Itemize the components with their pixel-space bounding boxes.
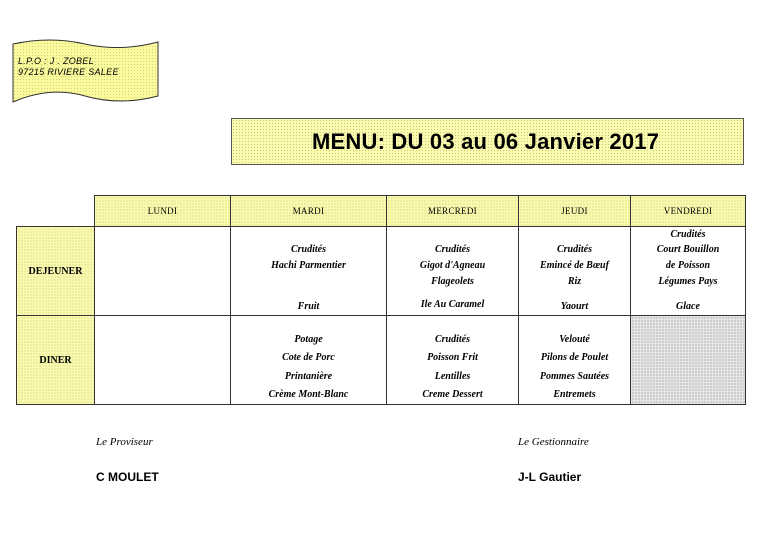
proviseur-name: C MOULET bbox=[96, 470, 159, 484]
day-header-mardi: MARDI bbox=[231, 196, 387, 227]
proviseur-role: Le Proviseur bbox=[96, 436, 153, 448]
menu-item: Hachi Parmentier bbox=[271, 260, 346, 271]
page-title: MENU: DU 03 au 06 Janvier 2017 bbox=[312, 128, 660, 154]
menu-table bbox=[16, 195, 746, 405]
menu-item: Emincé de Bœuf bbox=[540, 260, 609, 271]
school-name: L.P.O : J . ZOBEL bbox=[18, 56, 94, 66]
diner-vendredi-cell bbox=[631, 316, 746, 405]
menu-item: Riz bbox=[567, 276, 582, 287]
menu-item: Creme Dessert bbox=[422, 389, 483, 400]
title-box bbox=[231, 118, 744, 165]
menu-item: de Poisson bbox=[665, 260, 711, 271]
dejeuner-vendredi-cell bbox=[631, 227, 746, 316]
menu-item: Potage bbox=[294, 334, 323, 345]
menu-item: Flageolets bbox=[431, 276, 474, 287]
menu-item: Fruit bbox=[297, 301, 320, 312]
dejeuner-mercredi-cell bbox=[387, 227, 519, 316]
day-header-lundi: LUNDI bbox=[95, 196, 231, 227]
menu-item: Crudités bbox=[434, 334, 470, 345]
gestionnaire-role: Le Gestionnaire bbox=[518, 436, 589, 448]
menu-item: Crudités bbox=[670, 229, 706, 240]
menu-item: Velouté bbox=[559, 334, 590, 345]
menu-item: Crème Mont-Blanc bbox=[268, 389, 349, 400]
menu-item: Ile Au Caramel bbox=[420, 299, 485, 310]
menu-item: Cote de Porc bbox=[282, 352, 335, 363]
diner-row bbox=[17, 316, 746, 405]
dejeuner-mardi-cell bbox=[231, 227, 387, 316]
menu-item: Lentilles bbox=[434, 371, 471, 382]
menu-item: Entremets bbox=[553, 389, 596, 400]
school-address: 97215 RIVIERE SALEE bbox=[18, 67, 119, 77]
menu-item: Crudités bbox=[556, 244, 592, 255]
diner-lundi-cell bbox=[95, 316, 231, 405]
menu-item: Crudités bbox=[290, 244, 326, 255]
menu-item: Pilons de Poulet bbox=[540, 352, 609, 363]
menu-item: Crudités bbox=[434, 244, 470, 255]
day-header-jeudi: JEUDI bbox=[519, 196, 631, 227]
menu-item: Yaourt bbox=[560, 301, 589, 312]
diner-jeudi-cell bbox=[519, 316, 631, 405]
school-banner bbox=[10, 36, 160, 116]
menu-item: Court Bouillon bbox=[656, 244, 720, 255]
menu-item: Gigot d'Agneau bbox=[419, 260, 486, 271]
diner-mardi-cell bbox=[231, 316, 387, 405]
day-header-mercredi: MERCREDI bbox=[387, 196, 519, 227]
day-header-vendredi: VENDREDI bbox=[631, 196, 746, 227]
gestionnaire-name: J-L Gautier bbox=[518, 470, 582, 484]
menu-item: Printanière bbox=[284, 371, 333, 382]
header-row bbox=[17, 196, 746, 227]
row-header-diner: DINER bbox=[17, 316, 95, 405]
menu-item: Poisson Frit bbox=[427, 352, 478, 363]
corner-cell bbox=[17, 196, 95, 227]
dejeuner-jeudi-cell bbox=[519, 227, 631, 316]
diner-mercredi-cell bbox=[387, 316, 519, 405]
menu-item: Pommes Sautées bbox=[539, 371, 610, 382]
dejeuner-row bbox=[17, 227, 746, 316]
menu-item: Légumes Pays bbox=[658, 276, 718, 287]
row-header-dejeuner: DEJEUNER bbox=[17, 227, 95, 316]
dejeuner-lundi-cell bbox=[95, 227, 231, 316]
menu-item: Glace bbox=[676, 301, 700, 312]
